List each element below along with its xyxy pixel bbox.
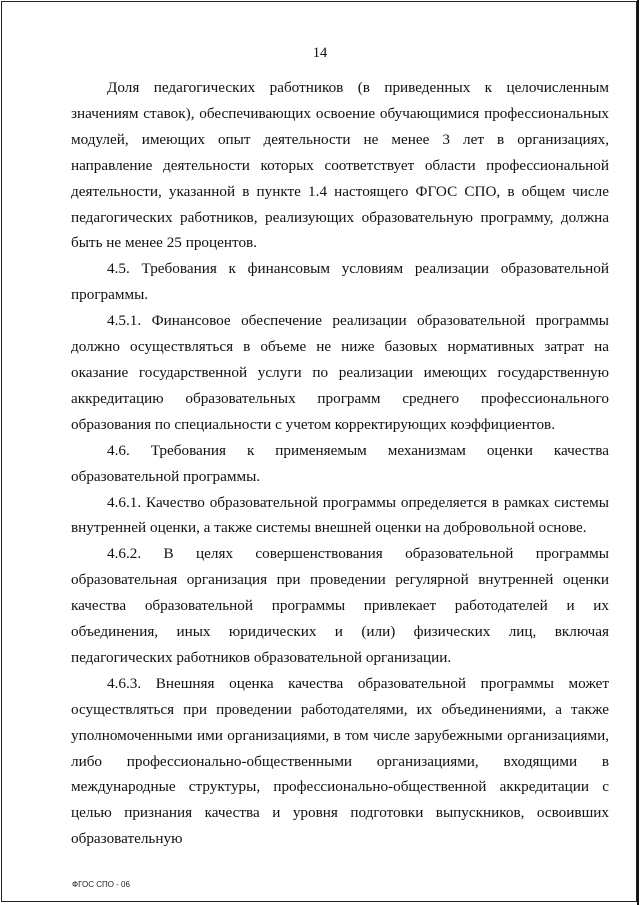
paragraph-4-5: 4.5. Требования к финансовым условиям реализации образовательной программы. — [71, 260, 609, 304]
paragraph-4-5-1: 4.5.1. Финансовое обеспечение реализации образовательной программы должно осуществляться в объеме не ниже базовых нормативных затрат на оказание государственной услуги по реализации имеющих государственную аккредитацию образовательных программ среднего профессионального образования по специальности с учетом корректирующих коэффициентов. — [71, 312, 609, 433]
paragraph-4-6: 4.6. Требования к применяемым механизмам оценки качества образовательной программы. — [71, 441, 609, 485]
document-body — [71, 75, 609, 852]
page-number: 14 — [312, 45, 328, 61]
paragraph-4-6-1: 4.6.1. Качество образовательной программы определяется в рамках системы внутренней оценки, а также системы внешней оценки на добровольной основе. — [71, 493, 609, 537]
footer-label: ФГОС СПО - 06 — [72, 880, 130, 889]
paragraph-4-6-2: 4.6.2. В целях совершенствования образовательной программы образовательная организация при проведении регулярной внутренней оценки качества образовательной программы привлекает работодателей и их объединения, иных юридических и (или) физических лиц, включая педагогических работников образовательной организации. — [71, 545, 609, 666]
paragraph-4-6-3: 4.6.3. Внешняя оценка качества образовательной программы может осуществляться при проведении работодателями, их объединениями, а также уполномоченными ими организациями, в том числе зарубежными организациями, либо профессионально-общественными организациями, входящими в международные структуры, профессионально-общественной аккредитации с целью признания качества и уровня подготовки выпускников, освоивших образовательную — [71, 674, 609, 848]
paragraph-staff-share: Доля педагогических работников (в приведенных к целочисленным значениям ставок), обеспечивающих освоение обучающимися профессиональных модулей, имеющих опыт деятельности не менее 3 лет в организациях, направление деятельности которых соответствует области профессиональной деятельности, указанной в пункте 1.4 настоящего ФГОС СПО, в общем числе педагогических работников, реализующих образовательную программу, должна быть не менее 25 процентов. — [71, 79, 609, 252]
